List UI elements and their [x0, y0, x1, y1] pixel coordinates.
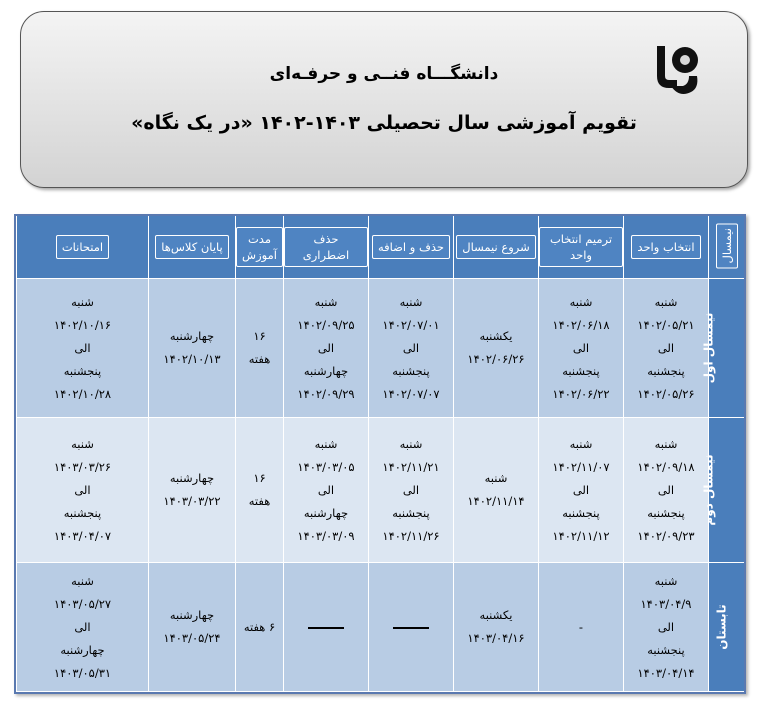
class-end-cell: چهارشنبه ۱۴۰۳/۰۵/۲۴: [148, 563, 235, 692]
selection-cell: شنبه ۱۴۰۳/۰۴/۹ الی پنجشنبه ۱۴۰۳/۰۴/۱۴: [623, 563, 708, 692]
university-logo-icon: [649, 36, 701, 100]
emergency-drop-cell: شنبه ۱۴۰۲/۰۹/۲۵ الی چهارشنبه ۱۴۰۲/۰۹/۲۹: [283, 279, 368, 418]
col-header-emergency-drop: حذف اضطراری: [283, 216, 368, 279]
repair-cell: شنبه ۱۴۰۲/۰۶/۱۸ الی پنجشنبه ۱۴۰۲/۰۶/۲۲: [538, 279, 623, 418]
table-row: [16, 563, 744, 692]
table-row: [16, 279, 744, 418]
class-end-cell: چهارشنبه ۱۴۰۳/۰۳/۲۲: [148, 418, 235, 563]
semester-label: نیمسال اول: [708, 279, 744, 418]
col-header-exams: امتحانات: [16, 216, 148, 279]
duration-cell: ۶ هفته: [235, 563, 283, 692]
repair-cell: شنبه ۱۴۰۲/۱۱/۰۷ الی پنجشنبه ۱۴۰۲/۱۱/۱۲: [538, 418, 623, 563]
table-header-row: [16, 216, 744, 279]
col-header-start: شروع نیمسال: [453, 216, 538, 279]
header-banner: [20, 11, 748, 188]
semester-label: تابستان: [708, 563, 744, 692]
add-drop-cell: شنبه ۱۴۰۲/۱۱/۲۱ الی پنجشنبه ۱۴۰۲/۱۱/۲۶: [368, 418, 453, 563]
semester-label: نیمسال دوم: [708, 418, 744, 563]
add-drop-cell: شنبه ۱۴۰۲/۰۷/۰۱ الی پنجشنبه ۱۴۰۲/۰۷/۰۷: [368, 279, 453, 418]
repair-cell: -: [538, 563, 623, 692]
add-drop-cell: [368, 563, 453, 692]
col-header-duration: مدت آموزش: [235, 216, 283, 279]
class-end-cell: چهارشنبه ۱۴۰۲/۱۰/۱۳: [148, 279, 235, 418]
duration-cell: ۱۶ هفته: [235, 279, 283, 418]
empty-dash: [393, 627, 429, 629]
exams-cell: شنبه ۱۴۰۳/۰۵/۲۷ الی چهارشنبه ۱۴۰۳/۰۵/۳۱: [16, 563, 148, 692]
exams-cell: شنبه ۱۴۰۲/۱۰/۱۶ الی پنجشنبه ۱۴۰۲/۱۰/۲۸: [16, 279, 148, 418]
col-header-semester: نیمسال: [708, 216, 744, 279]
page-title: تقویم آموزشی سال تحصیلی ۱۴۰۳-۱۴۰۲ «در یک نگاه»: [131, 112, 637, 134]
emergency-drop-cell: شنبه ۱۴۰۳/۰۳/۰۵ الی چهارشنبه ۱۴۰۳/۰۳/۰۹: [283, 418, 368, 563]
col-header-add-drop: حذف و اضافه: [368, 216, 453, 279]
table-row: [16, 418, 744, 563]
start-cell: یکشنبه ۱۴۰۳/۰۴/۱۶: [453, 563, 538, 692]
col-header-repair: ترمیم انتخاب واحد: [538, 216, 623, 279]
duration-cell: ۱۶ هفته: [235, 418, 283, 563]
university-name: دانشگـــاه فنــی و حرفـه‌ای: [269, 64, 499, 84]
empty-dash: [308, 627, 344, 629]
start-cell: شنبه ۱۴۰۲/۱۱/۱۴: [453, 418, 538, 563]
academic-calendar-table: [14, 214, 746, 694]
col-header-selection: انتخاب واحد: [623, 216, 708, 279]
selection-cell: شنبه ۱۴۰۲/۰۵/۲۱ الی پنجشنبه ۱۴۰۲/۰۵/۲۶: [623, 279, 708, 418]
exams-cell: شنبه ۱۴۰۳/۰۳/۲۶ الی پنجشنبه ۱۴۰۳/۰۴/۰۷: [16, 418, 148, 563]
col-header-class-end: پایان کلاس‌ها: [148, 216, 235, 279]
emergency-drop-cell: [283, 563, 368, 692]
start-cell: یکشنبه ۱۴۰۲/۰۶/۲۶: [453, 279, 538, 418]
selection-cell: شنبه ۱۴۰۲/۰۹/۱۸ الی پنجشنبه ۱۴۰۲/۰۹/۲۳: [623, 418, 708, 563]
